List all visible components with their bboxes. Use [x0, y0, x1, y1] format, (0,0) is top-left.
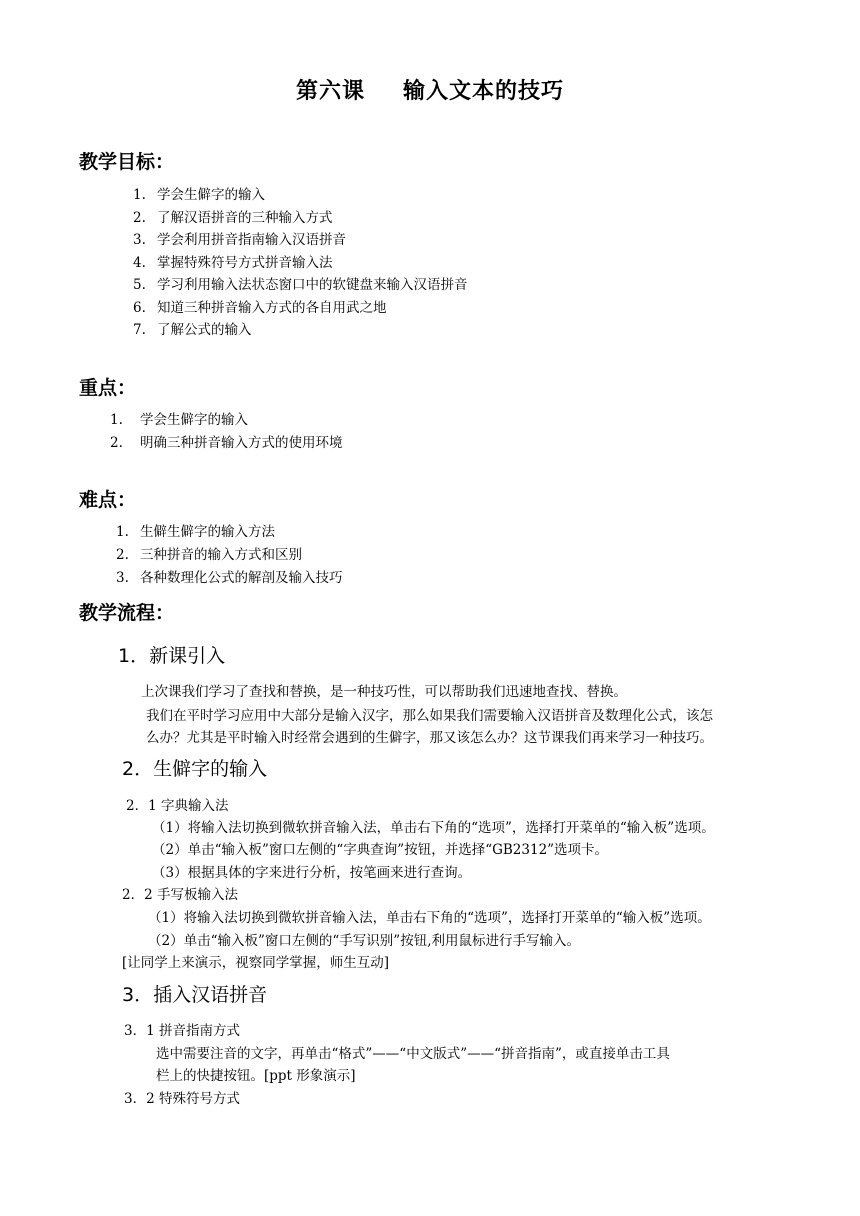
- list-item: 1. 生僻生僻字的输入方法: [116, 524, 275, 540]
- difficulties-heading: 难点：: [79, 489, 137, 511]
- list-item: 3. 学会利用拼音指南输入汉语拼音: [133, 232, 346, 248]
- objectives-heading: 教学目标：: [79, 151, 175, 173]
- list-item: 5. 学习利用输入法状态窗口中的软键盘来输入汉语拼音: [133, 277, 468, 293]
- list-item: 1. 学会生僻字的输入: [133, 187, 265, 203]
- list-item: 2. 了解汉语拼音的三种输入方式: [133, 210, 333, 226]
- list-item: 2. 明确三种拼音输入方式的使用环境: [110, 435, 343, 451]
- list-item: 4. 掌握特殊符号方式拼音输入法: [133, 255, 333, 271]
- page-title: [0, 74, 860, 105]
- subsection-heading: 2．2 手写板输入法: [122, 887, 238, 903]
- list-item: 6. 知道三种拼音输入方式的各自用武之地: [133, 300, 387, 316]
- section-heading-intro: 1．新课引入: [118, 645, 226, 667]
- step-text: （1）将输入法切换到微软拼音输入法，单击右下角的“选项”，选择打开菜单的“输入板”选项。: [152, 820, 715, 836]
- list-item: 1. 学会生僻字的输入: [110, 412, 248, 428]
- title-topic: 输入文本的技巧: [403, 79, 565, 104]
- section-heading-pinyin: 3．插入汉语拼音: [122, 984, 268, 1006]
- paragraph: 上次课我们学习了查找和替换，是一种技巧性，可以帮助我们迅速地查找、替换。: [141, 684, 627, 700]
- list-item: 7. 了解公式的输入: [133, 322, 252, 338]
- subsection-heading: 3．1 拼音指南方式: [124, 1023, 240, 1039]
- step-text: （2）单击“输入板”窗口左侧的“字典查询”按钮，并选择“GB2312”选项卡。: [152, 842, 609, 858]
- paragraph: 我们在平时学习应用中大部分是输入汉字，那么如果我们需要输入汉语拼音及数理化公式，该怎: [146, 708, 713, 724]
- step-text: （2）单击“输入板”窗口左侧的“手写识别”按钮,利用鼠标进行手写输入。: [148, 933, 580, 949]
- section-heading-rare-chars: 2．生僻字的输入: [122, 758, 268, 780]
- paragraph: 么办？尤其是平时输入时经常会遇到的生僻字，那又该怎么办？这节课我们再来学习一种技巧。: [146, 730, 713, 746]
- list-item: 2. 三种拼音的输入方式和区别: [116, 547, 302, 563]
- note-text: [让同学上来演示，视察同学掌握，师生互动]: [122, 955, 390, 971]
- step-text: （1）将输入法切换到微软拼音输入法，单击右下角的“选项”，选择打开菜单的“输入板”选项。: [148, 910, 711, 926]
- list-item: 3. 各种数理化公式的解剖及输入技巧: [116, 570, 343, 586]
- title-lesson: 第六课: [295, 79, 365, 104]
- step-text: （3）根据具体的字来进行分析，按笔画来进行查询。: [152, 865, 472, 881]
- key-points-heading: 重点：: [79, 377, 137, 399]
- paragraph: 栏上的快捷按钮。[ppt 形象演示]: [156, 1068, 356, 1084]
- subsection-heading: 2．1 字典输入法: [126, 798, 229, 814]
- paragraph: 选中需要注音的文字，再单击“格式”——“中文版式”——“拼音指南”，或直接单击工具: [156, 1046, 670, 1062]
- process-heading: 教学流程：: [79, 602, 175, 624]
- subsection-heading: 3．2 特殊符号方式: [124, 1091, 240, 1107]
